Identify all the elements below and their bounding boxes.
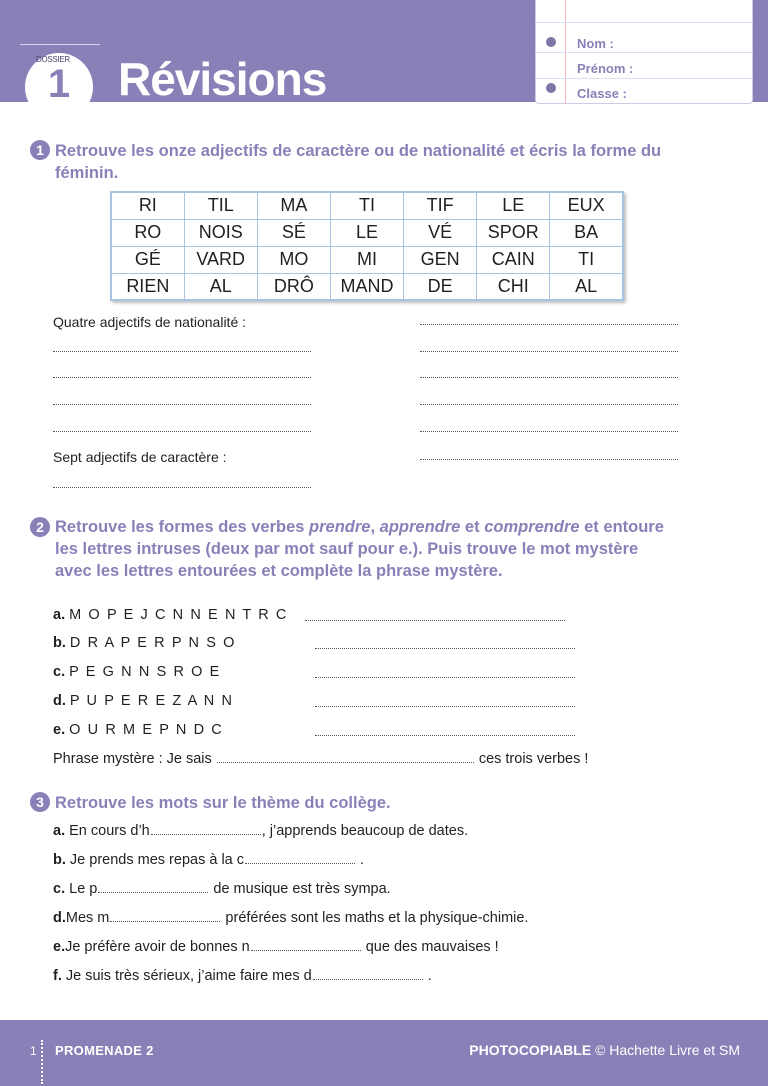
item-letter: c.	[53, 881, 66, 897]
syllable-cell[interactable]: GÉ	[111, 246, 184, 273]
book-title: PROMENADE 2	[55, 1043, 154, 1058]
item-text: Je préfère avoir de bonnes n	[65, 939, 250, 955]
answer-line[interactable]	[98, 883, 208, 893]
id-card-rule	[535, 22, 753, 23]
item-letter: b.	[53, 635, 66, 651]
exercise-3-instruction: Retrouve les mots sur le thème du collège.	[55, 794, 391, 812]
syllable-cell[interactable]: DE	[404, 273, 477, 300]
answer-line[interactable]	[315, 706, 575, 707]
answer-line[interactable]	[110, 912, 220, 922]
answer-line[interactable]	[315, 735, 575, 736]
id-card-rule	[535, 78, 753, 79]
verb-comprendre: comprendre	[484, 518, 580, 536]
item-text: , j’apprends beaucoup de dates.	[261, 823, 469, 839]
answer-line[interactable]	[305, 620, 565, 621]
item-text: .	[360, 852, 365, 868]
syllable-cell[interactable]: GEN	[404, 246, 477, 273]
syllable-cell[interactable]: AL	[184, 273, 257, 300]
answer-line[interactable]	[245, 854, 355, 864]
fill-item-a	[53, 823, 468, 839]
syllable-cell[interactable]: RO	[111, 219, 184, 246]
exercise-2-instruction	[55, 516, 664, 582]
item-letter: e.	[53, 722, 66, 738]
answer-line[interactable]	[420, 431, 678, 432]
fill-item-d	[53, 910, 528, 926]
scrambled-letters: O U R M E P N D C	[69, 722, 224, 738]
item-text: Je suis très sérieux, j’aime faire mes d	[65, 968, 312, 984]
grid-row	[111, 273, 623, 300]
answer-line[interactable]	[151, 825, 261, 835]
syllable-cell[interactable]: TI	[330, 192, 403, 219]
scrambled-letters: D R A P E R P N S O	[69, 635, 236, 651]
binder-hole-icon	[546, 37, 556, 47]
answer-line[interactable]	[420, 404, 678, 405]
exercise-1-number: 1	[30, 140, 50, 160]
syllable-cell[interactable]: RI	[111, 192, 184, 219]
syllable-cell[interactable]: SÉ	[257, 219, 330, 246]
syllable-cell[interactable]: CHI	[477, 273, 550, 300]
syllable-cell[interactable]: SPOR	[477, 219, 550, 246]
scrambled-item-a	[53, 607, 288, 623]
instruction-line: féminin.	[55, 164, 119, 182]
syllable-cell[interactable]: LE	[330, 219, 403, 246]
dossier-number: 1	[47, 62, 71, 106]
item-letter: f.	[53, 968, 62, 984]
page-number: 1	[30, 1044, 37, 1058]
exercise-1-instruction	[55, 140, 661, 184]
syllable-cell[interactable]: BA	[550, 219, 623, 246]
item-text: Le p	[69, 881, 98, 897]
item-text: que des mauvaises !	[365, 939, 499, 955]
answer-line[interactable]	[53, 404, 311, 405]
class-field[interactable]: Classe :	[577, 86, 627, 101]
verb-prendre: prendre	[309, 518, 371, 536]
item-text: .	[427, 968, 432, 984]
item-text: préférées sont les maths et la physique-chimie.	[225, 910, 529, 926]
syllable-cell[interactable]: MA	[257, 192, 330, 219]
item-text: En cours d’h	[69, 823, 150, 839]
syllable-cell[interactable]: MAND	[330, 273, 403, 300]
item-letter: e.	[53, 939, 66, 955]
instruction-text: et entoure	[579, 518, 664, 536]
fill-item-f	[53, 968, 432, 984]
answer-line[interactable]	[217, 753, 474, 763]
grid-row	[111, 219, 623, 246]
item-text: Mes m	[65, 910, 110, 926]
answer-line[interactable]	[420, 377, 678, 378]
answer-line[interactable]	[53, 431, 311, 432]
instruction-text: ,	[370, 518, 380, 536]
answer-line[interactable]	[53, 351, 311, 352]
item-letter: c.	[53, 664, 66, 680]
copyright-notice	[469, 1042, 740, 1058]
item-text: de musique est très sympa.	[213, 881, 391, 897]
dossier-divider	[20, 44, 100, 45]
instruction-text: Retrouve les formes des verbes	[55, 518, 310, 536]
instruction-line: Retrouve les onze adjectifs de caractère ou de nationalité et écris la forme du	[55, 142, 662, 160]
scrambled-item-d	[53, 693, 234, 709]
character-label: Sept adjectifs de caractère :	[53, 449, 227, 465]
scrambled-item-e	[53, 722, 223, 738]
syllable-cell[interactable]: NOIS	[184, 219, 257, 246]
mystery-text: Phrase mystère : Je sais	[53, 751, 212, 767]
syllable-cell[interactable]: TIL	[184, 192, 257, 219]
instruction-text: et	[460, 518, 485, 536]
syllable-cell[interactable]: MO	[257, 246, 330, 273]
id-card-rule	[535, 52, 753, 53]
item-letter: d.	[53, 910, 66, 926]
copyright-text: © Hachette Livre et SM	[595, 1042, 740, 1058]
name-field[interactable]: Nom :	[577, 36, 614, 51]
syllable-cell[interactable]: AL	[550, 273, 623, 300]
answer-line[interactable]	[251, 941, 361, 951]
syllable-cell[interactable]: CAIN	[477, 246, 550, 273]
syllable-grid	[110, 191, 624, 301]
nationality-label: Quatre adjectifs de nationalité :	[53, 314, 247, 330]
item-letter: b.	[53, 852, 66, 868]
item-letter: a.	[53, 607, 66, 623]
instruction-line: les lettres intruses (deux par mot sauf pour e.). Puis trouve le mot mystère	[55, 540, 639, 558]
answer-line[interactable]	[420, 324, 678, 325]
syllable-cell[interactable]: MI	[330, 246, 403, 273]
item-text: Je prends mes repas à la c	[69, 852, 245, 868]
instruction-line: avec les lettres entourées et complète la phrase mystère.	[55, 562, 503, 580]
syllable-cell[interactable]: VARD	[184, 246, 257, 273]
mystery-sentence	[53, 751, 588, 767]
answer-line[interactable]	[420, 459, 678, 460]
answer-line[interactable]	[53, 487, 311, 488]
photocopiable-label: PHOTOCOPIABLE	[469, 1042, 592, 1058]
fill-item-b	[53, 852, 364, 868]
dossier-label: DOSSIER	[36, 55, 70, 64]
binder-hole-icon	[546, 83, 556, 93]
answer-line[interactable]	[53, 377, 311, 378]
scrambled-item-c	[53, 664, 221, 680]
item-letter: a.	[53, 823, 66, 839]
scrambled-letters: M O P E J C N N E N T R C	[69, 607, 288, 623]
page-title: Révisions	[118, 53, 327, 105]
answer-line[interactable]	[420, 351, 678, 352]
scrambled-letters: P U P E R E Z A N N	[69, 693, 234, 709]
exercise-3-number: 3	[30, 792, 50, 812]
answer-line[interactable]	[313, 970, 423, 980]
scrambled-letters: P E G N N S R O E	[69, 664, 221, 680]
fill-item-c	[53, 881, 391, 897]
exercise-2-number: 2	[30, 517, 50, 537]
instruction-line	[55, 516, 664, 538]
fill-item-e	[53, 939, 499, 955]
grid-row	[111, 192, 623, 219]
answer-line[interactable]	[315, 677, 575, 678]
footer-separator	[41, 1040, 43, 1084]
syllable-cell[interactable]: VÉ	[404, 219, 477, 246]
item-letter: d.	[53, 693, 66, 709]
grid-row	[111, 246, 623, 273]
syllable-cell[interactable]: DRÔ	[257, 273, 330, 300]
syllable-cell[interactable]: TI	[550, 246, 623, 273]
syllable-cell[interactable]: TIF	[404, 192, 477, 219]
scrambled-item-b	[53, 635, 236, 651]
mystery-text: ces trois verbes !	[478, 751, 589, 767]
first-name-field[interactable]: Prénom :	[577, 61, 634, 76]
syllable-cell[interactable]: EUX	[550, 192, 623, 219]
answer-line[interactable]	[315, 648, 575, 649]
syllable-cell[interactable]: RIEN	[111, 273, 184, 300]
syllable-cell[interactable]: LE	[477, 192, 550, 219]
verb-apprendre: apprendre	[379, 518, 461, 536]
